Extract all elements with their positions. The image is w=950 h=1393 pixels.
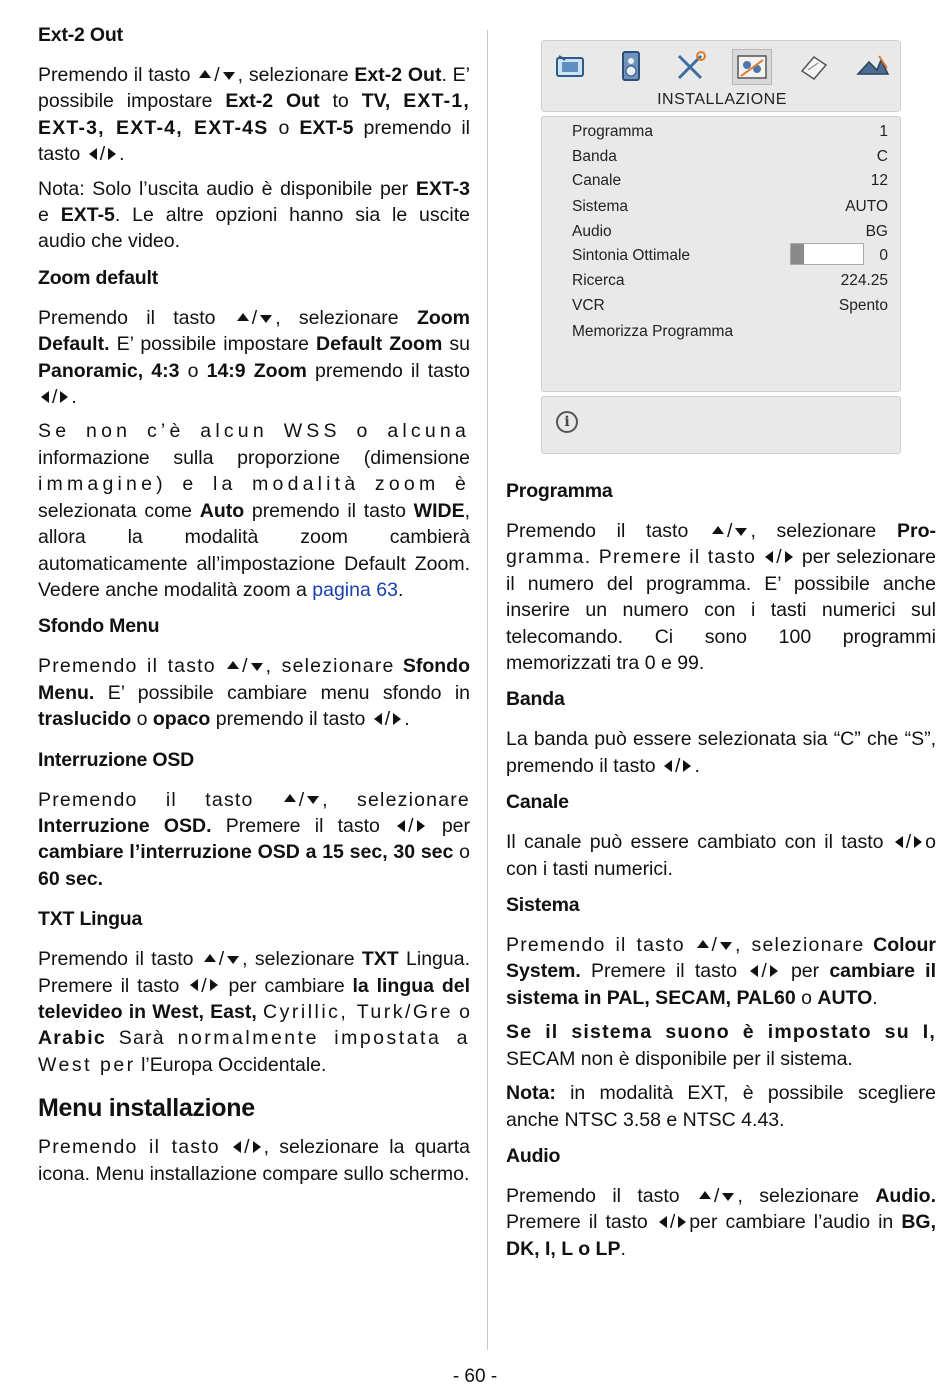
section-title-audio: Audio — [506, 1144, 561, 1167]
osd-menu-title: INSTALLAZIONE — [657, 91, 787, 108]
osd-row-programma[interactable]: Programma 1 — [572, 123, 888, 140]
installation-menu-screen — [541, 40, 901, 454]
osd-row-sistema[interactable]: Sistema AUTO — [572, 198, 888, 215]
osd-row-audio[interactable]: Audio BG — [572, 223, 888, 240]
section-title-ext2: Ext-2 Out — [38, 24, 123, 46]
arrow-down-icon — [223, 72, 235, 80]
sistema-note-2: Nota: in modalità EXT, è possibile scegliere anche NTSC 3.58 e NTSC 4.43. — [506, 1082, 936, 1131]
sfondo-paragraph: Premendo il tasto / , selezionare Sfondo Menu. E’ possibile cambiare menu sfondo in traslucido o opaco premendo il tasto / . — [38, 655, 471, 731]
section-title-menu-installazione: Menu installazione — [38, 1094, 255, 1123]
section-title-zoom: Zoom default — [38, 266, 159, 289]
arrow-right-icon — [393, 713, 401, 725]
arrow-up-icon — [227, 661, 239, 669]
arrow-left-icon — [659, 1216, 667, 1228]
arrow-down-icon — [260, 315, 272, 323]
right-column — [506, 476, 936, 1262]
arrow-down-icon — [720, 942, 732, 950]
features-icon[interactable] — [854, 49, 892, 83]
tv-picture-icon[interactable] — [552, 49, 590, 83]
arrow-up-icon — [699, 1191, 711, 1199]
osd-info-bar — [541, 396, 901, 454]
section-title-txt: TXT Lingua — [38, 908, 143, 931]
arrow-left-icon — [89, 148, 97, 160]
ext2-note: Nota: Solo l’uscita audio è disponibile per EXT-3 e EXT-5. Le altre opzioni hanno sia le uscite audio che video. — [38, 177, 470, 253]
arrow-up-icon — [712, 526, 724, 534]
section-title-osd: Interruzione OSD — [38, 748, 195, 771]
arrow-left-icon — [374, 713, 382, 725]
arrow-up-icon — [199, 70, 211, 78]
canale-paragraph: Il canale può essere cambiato con il tasto / o con i tasti numerici. — [506, 831, 937, 880]
left-column — [38, 20, 470, 1187]
arrow-up-icon — [284, 794, 296, 802]
section-title-sistema: Sistema — [506, 894, 580, 917]
installation-icon[interactable] — [732, 49, 772, 85]
source-icon[interactable] — [794, 49, 832, 83]
settings-tools-icon[interactable] — [672, 49, 710, 83]
audio-paragraph: Premendo il tasto / , selezionare Audio. Premere il tasto / per cambiare l’audio in BG, DK, I, L o LP. — [506, 1184, 937, 1260]
speaker-icon[interactable] — [612, 49, 650, 83]
arrow-right-icon — [253, 1141, 261, 1153]
zoom-paragraph: Premendo il tasto / , selezionare Zoom Default. E’ possibile impostare Default Zoom su Panoramic, 4:3 o 14:9 Zoom premendo il tasto / . — [38, 306, 471, 409]
osd-row-sintonia[interactable]: Sintonia Ottimale 0 — [572, 247, 888, 264]
section-title-banda: Banda — [506, 688, 565, 711]
ext2-paragraph: Premendo il tasto / , selezionare Ext-2 Out. E’ possibile impostare Ext-2 Out to TV, EXT-1, EXT-3, EXT-4, EXT-4S o EXT-5 premendo il tasto / . — [38, 64, 470, 166]
arrow-down-icon — [307, 796, 319, 804]
arrow-right-icon — [417, 820, 425, 832]
osd-row-vcr[interactable]: VCR Spento — [572, 297, 888, 314]
sistema-paragraph: Premendo il tasto / , selezionare Colour System. Premere il tasto / per cambiare il sistema in PAL, SECAM, PAL60 o AUTO. — [506, 934, 936, 1009]
arrow-left-icon — [765, 551, 773, 563]
column-divider — [487, 30, 488, 1350]
banda-paragraph: La banda può essere selezionata sia “C” che “S”, premendo il tasto / . — [506, 728, 936, 777]
arrow-up-icon — [204, 954, 216, 962]
osd-row-ricerca[interactable]: Ricerca 224.25 — [572, 272, 888, 289]
osd-icon-bar — [541, 40, 901, 112]
arrow-right-icon — [914, 836, 922, 848]
zoom-wss-paragraph: Se non c’è alcun WSS o alcuna informazione sulla proporzione (dimensione immagine) e la modalità zoom è selezionata come Auto premendo il tasto WIDE, allora la modalità zoom cambierà automaticamente all’impostazione Default Zoom. Vedere anche modalità zoom a pagina 63. — [38, 420, 471, 601]
arrow-down-icon — [251, 663, 263, 671]
info-icon: i — [556, 411, 578, 433]
osd-paragraph: Premendo il tasto / , selezionare Interruzione OSD. Premere il tasto / per cambiare l’interruzione OSD a 15 sec, 30 sec o 60 sec. — [38, 788, 470, 890]
menu-paragraph: Premendo il tasto / , selezionare la quarta icona. Menu installazione compare sullo schermo. — [38, 1136, 470, 1185]
section-title-sfondo: Sfondo Menu — [38, 615, 160, 638]
arrow-right-icon — [683, 760, 691, 772]
osd-row-canale[interactable]: Canale 12 — [572, 172, 888, 189]
arrow-right-icon — [678, 1216, 686, 1228]
sistema-note-1: Se il sistema suono è impostato su I, SECAM non è disponibile per il sistema. — [506, 1021, 936, 1070]
arrow-down-icon — [735, 528, 747, 536]
page-number: - 60 - — [452, 1366, 498, 1387]
arrow-right-icon — [210, 979, 218, 991]
arrow-left-icon — [233, 1141, 241, 1153]
arrow-left-icon — [664, 760, 672, 772]
arrow-down-icon — [722, 1193, 734, 1201]
section-title-canale: Canale — [506, 791, 569, 814]
osd-settings-list — [541, 116, 901, 392]
programma-paragraph: Premendo il tasto / , selezionare Pro- gramma. Premere il tasto / per selezionare il numero del programma. E’ possibile anche inserire un numero con i tasti numerici sul telecomando. Ci sono 100 programmi memorizzati tra 0 e 99. — [506, 520, 936, 675]
arrow-left-icon — [895, 836, 903, 848]
arrow-left-icon — [41, 391, 49, 403]
arrow-left-icon — [397, 820, 405, 832]
arrow-left-icon — [750, 965, 758, 977]
arrow-right-icon — [60, 391, 68, 403]
arrow-right-icon — [770, 965, 778, 977]
txt-paragraph: Premendo il tasto / , selezionare TXT Lingua. Premere il tasto / per cambiare la lingua del televideo in West, East, Cyrillic, Turk/Gre o Arabic Sarà normalmente impostata a West per l’Europa Occidentale. — [38, 948, 471, 1076]
arrow-left-icon — [190, 979, 198, 991]
arrow-down-icon — [227, 956, 239, 964]
section-title-programma: Programma — [506, 480, 613, 502]
page-link[interactable]: pagina 63 — [312, 578, 398, 601]
osd-row-memorizza[interactable]: Memorizza Programma — [572, 323, 734, 340]
arrow-up-icon — [697, 940, 709, 948]
arrow-right-icon — [785, 551, 793, 563]
osd-row-banda[interactable]: Banda C — [572, 148, 888, 165]
arrow-right-icon — [108, 148, 116, 160]
arrow-up-icon — [237, 313, 249, 321]
